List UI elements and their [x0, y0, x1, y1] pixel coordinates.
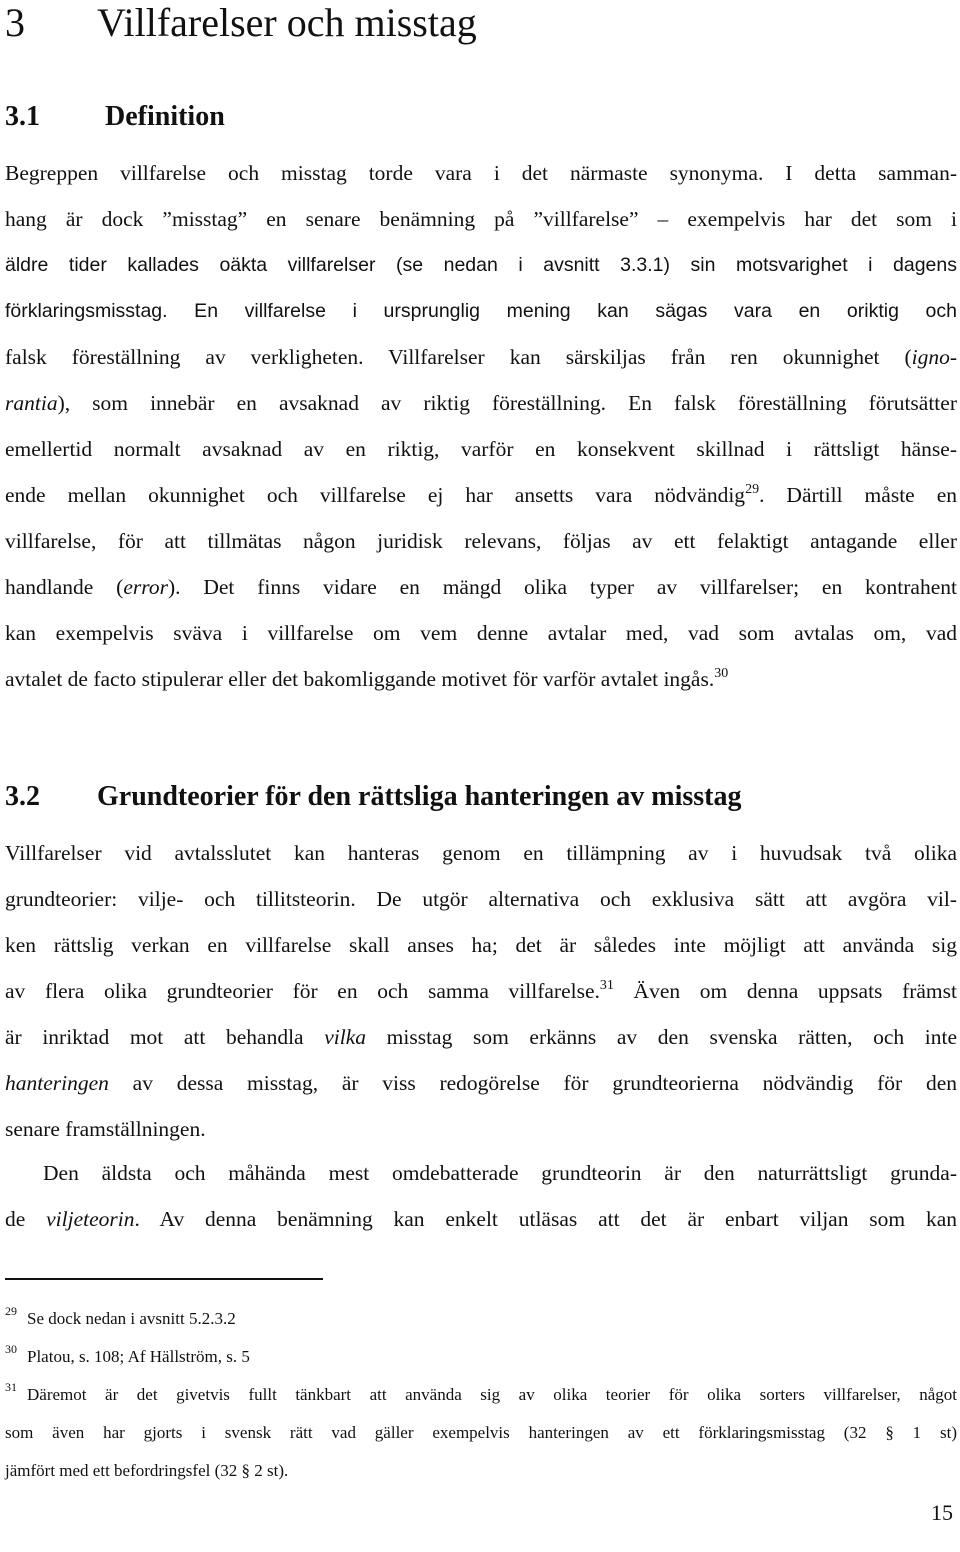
- text: av dessa misstag, är viss redogörelse för grundteorierna nödvändig för den: [108, 1071, 957, 1095]
- text-line: [5, 380, 957, 426]
- text: handlande (: [5, 575, 124, 599]
- text: grundteorier: vilje- och tillitsteorin. De utgör alternativa och exklusiva sätt att avgöra vil-: [5, 887, 957, 911]
- section-number: 3.1: [5, 101, 40, 132]
- paragraph-definition: [5, 150, 957, 702]
- text: . Därtill måste en: [759, 483, 957, 507]
- footnote-ref-31: 31: [599, 978, 614, 993]
- text: förklaringsmisstag. En villfarelse i ursprunglig mening kan sägas vara en oriktig och: [5, 300, 957, 322]
- italic-text: hanteringen: [5, 1071, 109, 1095]
- footnote-31-cont: [5, 1452, 957, 1490]
- text-line: [5, 656, 957, 702]
- footnote-divider: [5, 1278, 323, 1280]
- paragraph-viljeteorin: [5, 1150, 957, 1242]
- text-line: [5, 1014, 957, 1060]
- text: ). Det finns vidare en mängd olika typer av villfarelser; en kontrahent: [167, 575, 957, 599]
- text-line: [5, 288, 957, 334]
- text: Den äldsta och måhända mest omdebatterade grundteorin är den naturrättsligt grunda-: [43, 1161, 957, 1185]
- section-title: Definition: [105, 101, 225, 132]
- text: Begreppen villfarelse och misstag torde vara i det närmaste synonyma. I detta samman-: [5, 161, 957, 185]
- footnote-29: [5, 1300, 957, 1338]
- section-heading-3-2: [5, 780, 741, 814]
- text: ), som innebär en avsaknad av riktig föreställning. En falsk föreställning förutsätter: [57, 391, 957, 415]
- footnote-number: 30: [5, 1342, 17, 1356]
- text: ken rättslig verkan en villfarelse skall anses ha; det är således inte möjligt att använda sig: [5, 933, 957, 957]
- text-line: [5, 150, 957, 196]
- text: emellertid normalt avsaknad av en riktig, varför en konsekvent skillnad i rättsligt hänse-: [5, 437, 957, 461]
- footnote-number: 31: [5, 1380, 17, 1394]
- section-heading-3-1: [5, 100, 225, 134]
- text: ende mellan okunnighet och villfarelse ej har ansetts vara nödvändig: [5, 483, 746, 507]
- text: de: [5, 1207, 47, 1231]
- footnote-30: [5, 1338, 957, 1376]
- section-number: 3.2: [5, 781, 40, 812]
- text: misstag som erkänns av den svenska rätten, och inte: [366, 1025, 957, 1049]
- text-line: [5, 1150, 957, 1196]
- text-line: [5, 1106, 957, 1152]
- page-number: 15: [931, 1500, 953, 1525]
- text-line: [5, 334, 957, 380]
- footnotes: [5, 1300, 957, 1490]
- text-line: [5, 830, 957, 876]
- footnote-31: [5, 1376, 957, 1414]
- italic-text: igno-: [911, 345, 957, 369]
- text-line: [5, 426, 957, 472]
- italic-text: error: [123, 575, 168, 599]
- footnote-31-cont: [5, 1414, 957, 1452]
- text-line: [5, 968, 957, 1014]
- text-line: [5, 1196, 957, 1242]
- text-line: [5, 1060, 957, 1106]
- text: falsk föreställning av verkligheten. Villfarelser kan särskiljas från ren okunnighet (: [5, 345, 912, 369]
- footnote-text: Platou, s. 108; Af Hällström, s. 5: [27, 1347, 250, 1366]
- text-line: [5, 610, 957, 656]
- text: av flera olika grundteorier för en och samma villfarelse.: [5, 979, 600, 1003]
- text: senare framställningen.: [5, 1117, 206, 1141]
- italic-text: rantia: [5, 391, 58, 415]
- text: är inriktad mot att behandla: [5, 1025, 325, 1049]
- footnote-text: som även har gjorts i svensk rätt vad gäller exempelvis hanteringen av ett förklaringsmisstag (32 § 1 st): [5, 1423, 957, 1442]
- chapter-heading: [5, 0, 477, 46]
- text-line: [5, 518, 957, 564]
- text: villfarelse, för att tillmätas någon juridisk relevans, följas av ett felaktigt antagande eller: [5, 529, 957, 553]
- text: avtalet de facto stipulerar eller det bakomliggande motivet för varför avtalet ingås.: [5, 667, 715, 691]
- text-line: [5, 564, 957, 610]
- chapter-title: Villfarelser och misstag: [97, 0, 477, 45]
- text-line: [5, 472, 957, 518]
- text: kan exempelvis sväva i villfarelse om vem denne avtalar med, vad som avtalas om, vad: [5, 621, 957, 645]
- text-line: [5, 196, 957, 242]
- section-title: Grundteorier för den rättsliga hanteringen av misstag: [97, 781, 742, 812]
- text: . Av denna benämning kan enkelt utläsas att det är enbart viljan som kan: [134, 1207, 958, 1231]
- paragraph-grundteorier: [5, 830, 957, 1152]
- footnote-text: Däremot är det givetvis fullt tänkbart att använda sig av olika teorier för olika sorters villfarelser, något: [27, 1385, 957, 1404]
- chapter-number: 3: [5, 0, 25, 45]
- footnote-number: 29: [5, 1304, 17, 1318]
- footnote-ref-29: 29: [745, 482, 760, 497]
- text-line: [5, 922, 957, 968]
- italic-text: vilka: [324, 1025, 367, 1049]
- text: hang är dock ”misstag” en senare benämning på ”villfarelse” – exempelvis har det som i: [5, 207, 957, 231]
- footnote-text: jämfört med ett befordringsfel (32 § 2 st).: [5, 1461, 289, 1480]
- footnote-text: Se dock nedan i avsnitt 5.2.3.2: [27, 1309, 236, 1328]
- footnote-ref-30: 30: [714, 666, 729, 681]
- text-line: [5, 242, 957, 288]
- text: Villfarelser vid avtalsslutet kan hanteras genom en tillämpning av i huvudsak två olika: [5, 841, 957, 865]
- text-line: [5, 876, 957, 922]
- text: Även om denna uppsats främst: [613, 979, 957, 1003]
- italic-text: viljeteorin: [46, 1207, 135, 1231]
- text: äldre tider kallades oäkta villfarelser (se nedan i avsnitt 3.3.1) sin motsvarighet i dagens: [5, 254, 957, 276]
